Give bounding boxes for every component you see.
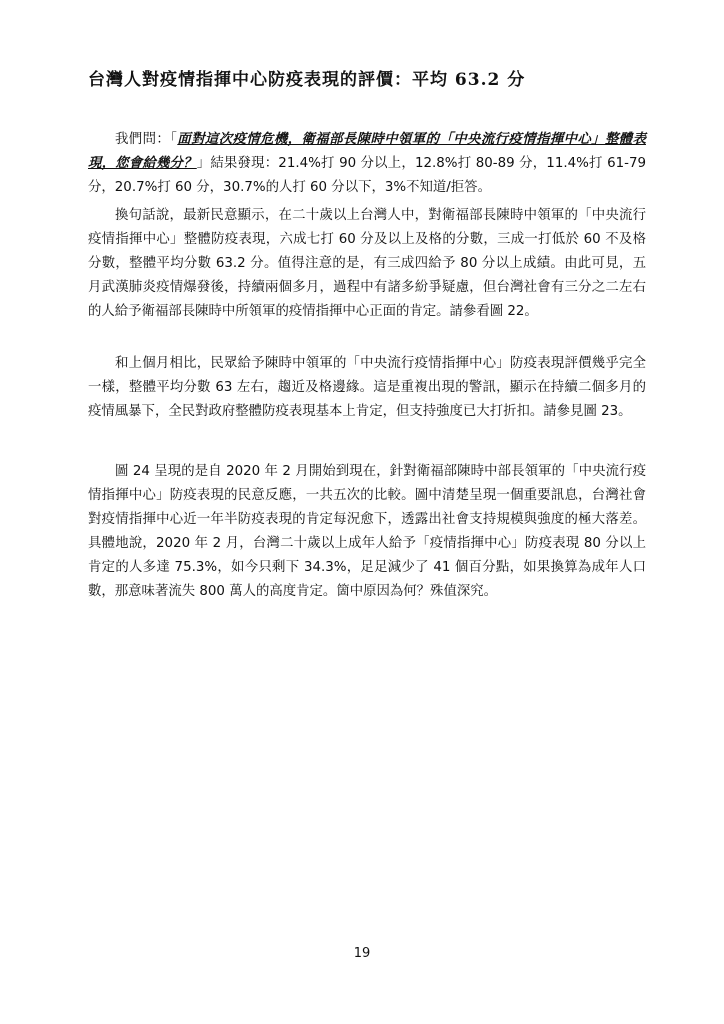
paragraph-survey-question <box>88 128 646 200</box>
paragraph-monthly-comparison: 和上個月相比，民眾給予陳時中領軍的「中央流行疫情指揮中心」防疫表現評價幾乎完全一樣，整體平均分數 63 左右，趨近及格邊緣。這是重複出現的警訊，顯示在持續二個多月的疫情風暴下，全民對政府整體防疫表現基本上肯定，但支持強度已大打折扣。請參見圖 23。 <box>88 356 646 419</box>
paragraph-results: 」結果發現：21.4%打 90 分以上，12.8%打 80-89 分，11.4%打 61-79 分，20.7%打 60 分，30.7%的人打 60 分以下，3%不知道/拒答。 <box>88 156 647 195</box>
section-heading: 台灣人對疫情指揮中心防疫表現的評價：平均 63.2 分 <box>88 70 526 90</box>
survey-question-quote: 面對這次疫情危機，衛福部長陳時中領軍的「中央流行疫情指揮中心」整體表現，您會給幾分？ <box>88 132 646 171</box>
page-number: 19 <box>353 946 371 961</box>
paragraph-lead: 我們問：「 <box>115 132 178 147</box>
paragraph-summary: 換句話說，最新民意顯示，在二十歲以上台灣人中，對衛福部長陳時中領軍的「中央流行疫情指揮中心」整體防疫表現，六成七打 60 分及以上及格的分數，三成一打低於 60 不及格分數，整體平均分數 63.2 分。值得注意的是，有三成四給予 80 分以上成績。由此可見，五月武漢肺炎疫情爆發後，持續兩個多月，過程中有諸多紛爭疑慮，但台灣社會有三分之二左右的人給予衛福部長陳時中所領軍的疫情指揮中心正面的肯定。請參看圖 22。 <box>88 208 646 319</box>
paragraph-trend: 圖 24 呈現的是自 2020 年 2 月開始到現在，針對衛福部陳時中部長領軍的「中央流行疫情指揮中心」防疫表現的民意反應，一共五次的比較。圖中清楚呈現一個重要訊息，台灣社會對疫情指揮中心近一年半防疫表現的肯定每況愈下，透露出社會支持規模與強度的極大落差。具體地說，2020 年 2 月，台灣二十歲以上成年人給予「疫情指揮中心」防疫表現 80 分以上肯定的人多達 75.3%，如今只剩下 34.3%，足足減少了 41 個百分點，如果換算為成年人口數，那意味著流失 800 萬人的高度肯定。箇中原因為何？殊值深究。 <box>88 464 646 599</box>
